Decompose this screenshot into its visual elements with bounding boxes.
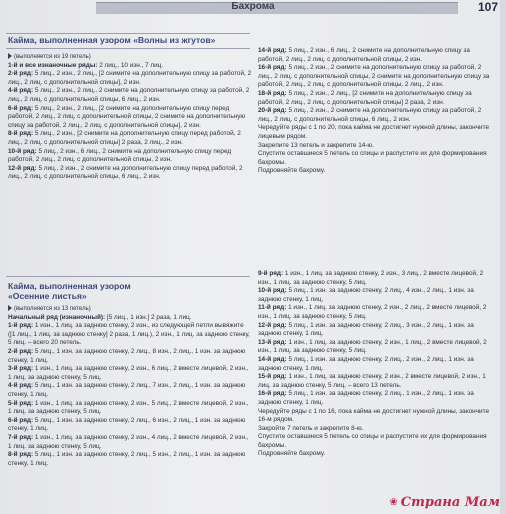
row-text: 5 лиц., 2 изн., 2 лиц., [2 снимите на дополнительную спицу за работой, 2 лиц., 2 лиц. с дополнительной спицы], 2 изн. (8, 70, 252, 86)
row-instruction (8, 322, 252, 348)
row-text: Спустите оставшиеся 5 петель со спицы и распустите их для формирования бахромы. (258, 433, 487, 449)
row-instruction (8, 348, 252, 365)
row-text: Подровняйте бахрому. (258, 167, 326, 175)
row-text: 1 изн., 1 лиц. за заднюю стенку, 2 изн., 2 лиц., 2 вместе лицевой, 2 изн., 1 лиц. за заднюю стенку, 5 лиц. (258, 304, 487, 320)
row-instruction (258, 90, 494, 107)
row-instruction (8, 434, 252, 451)
row-label: Начальный ряд (изнаночный): (8, 313, 106, 321)
row-text: 1 изн., 1 лиц. за заднюю стенку, 2 изн., 6 лиц., 2 вместе лицевой, 2 изн., 1 лиц. за заднюю стенку, 5 лиц. (8, 365, 249, 381)
row-text: Спустите оставшиеся 5 петель со спицы и распустите их для формирования бахромы. (258, 150, 487, 166)
row-instruction (8, 365, 252, 382)
section-rule-top (6, 33, 250, 34)
row-label: 12-й ряд: (8, 164, 37, 172)
row-instruction (258, 287, 494, 304)
row-label: 2-й ряд: (8, 347, 34, 355)
row-label: 14-й ряд: (258, 355, 287, 363)
row-label: 4-й ряд: (8, 382, 34, 390)
instruction-paragraph (258, 150, 494, 167)
triangle-marker-icon (8, 305, 12, 311)
row-label: 1-й и все изнаночные ряды: (8, 61, 98, 69)
row-instruction (8, 70, 252, 87)
row-text: 1 изн., 1 лиц. за заднюю стенку, 2 изн., 5 лиц., 2 вместе лицевой, 2 изн., 1 лиц. за заднюю стенку, 5 лиц. (8, 399, 249, 416)
row-text: 1 изн., 1 лиц. за заднюю стенку, 2 изн., из следующей петли вывяжите ([1 лиц., 1 лиц. за заднюю стенку] 2 раза, 1 лиц.), 2 изн., 1 лиц. за заднюю стенку, 5 лиц. – всего 20 петель. (8, 322, 250, 347)
row-label: 13-й ряд: (258, 338, 287, 346)
row-text: Закройте 7 петель и закрепите 8-ю. (258, 424, 364, 432)
row-instruction (8, 130, 252, 147)
row-text: 5 лиц., 2 изн., 2 лиц., [2 снимите на дополнительную спицу за работой, 2 лиц., 2 лиц. с дополнительной спицы] 2 раза, 2 изн. (258, 89, 472, 106)
chapter-title: Бахрома (231, 1, 275, 12)
watermark-logo (389, 495, 500, 510)
row-instruction (258, 356, 494, 373)
row-text: 1 изн., 1 лиц. за заднюю стенку, 2 изн., 4 лиц., 2 вместе лицевой, 2 изн., 1 лиц. за заднюю стенку, 5 лиц. (8, 433, 249, 450)
row-instruction (258, 304, 494, 321)
row-text: 5 лиц., 1 изн. за заднюю стенку, 2 лиц., 4 изн., 2 лиц., 1 изн. за заднюю стенку, 1 лиц. (258, 287, 474, 303)
row-label: 6-й ряд: (8, 416, 34, 424)
row-text: 1 изн., 1 лиц. за заднюю стенку, 2 изн., 2 вместе лицевой, 2 изн., 1 лиц. за заднюю стенку, 5 лиц. – всего 13 петель. (258, 373, 486, 389)
row-text: (выполняется из 13 петель) (14, 306, 91, 312)
row-label: 4-й ряд: (8, 87, 34, 95)
section2-title-line2: «Осенние листья» (8, 291, 87, 301)
row-label: 10-й ряд: (258, 287, 287, 295)
section1-title: Кайма, выполненная узором «Волны из жгутов» (8, 35, 216, 45)
section2-title-line1: Кайма, выполненная узором (8, 281, 131, 291)
section2-right-column (258, 270, 494, 459)
section1-right-column (258, 47, 494, 176)
row-label: 9-й ряд: (258, 270, 284, 277)
row-text: 5 лиц., 2 изн., [2 снимите на дополнительную спицу перед работой, 2 лиц., 2 лиц. с дополнительной спицы] 2 раза, 2 лиц., 2 изн. (8, 130, 241, 146)
row-text: 5 лиц., 1 изн. за заднюю стенку, 2 лиц., 5 изн., 2 лиц., 1 изн. за заднюю стенку, 1 лиц. (8, 451, 246, 467)
page-header (0, 0, 506, 16)
row-text: 5 лиц., 2 изн., 2 снимите на дополнительную спицу за работой, 2 лиц., 2 лиц. с дополнительной спицы, 2 снимите на дополнительную спицу за работой, 2 лиц., 2 лиц. с дополнительной спицы, 2 лиц., 2 изн. (258, 64, 490, 89)
row-text: 5 лиц., 2 изн., 6 лиц., 2 снимите на дополнительную спицу перед работой, 2 лиц., 2 лиц. с дополнительной спицы, 2 изн. (8, 147, 232, 164)
row-label: 8-й ряд: (8, 130, 34, 138)
flower-icon: ❀ (389, 497, 398, 508)
triangle-marker-icon (8, 53, 12, 59)
row-text: 2 лиц., 10 изн., 7 лиц. (97, 61, 164, 69)
row-text: 1 изн., 1 лиц. за заднюю стенку, 2 изн., 3 лиц., 2 вместе лицевой, 2 изн., 1 лиц. за заднюю стенку, 5 лиц. (258, 270, 484, 286)
instruction-paragraph (258, 408, 494, 425)
row-label: 1-й ряд: (8, 322, 34, 330)
row-text: 5 лиц., 2 изн., 2 снимите на дополнительную спицу за работой, 2 лиц., 2 лиц. с дополнительной спицы, 6 лиц., 2 изн. (258, 107, 482, 123)
row-label: 3-й ряд: (8, 365, 34, 373)
watermark-text: Страна Мам (400, 495, 500, 510)
row-instruction (8, 417, 252, 434)
row-text: Чередуйте ряды с 1 по 16, пока кайма не достигнет нужной длины, закончите 16-м рядом. (258, 407, 489, 424)
stitch-count-note (8, 305, 252, 314)
row-text: Чередуйте ряды с 1 по 20, пока кайма не достигнет нужной длины, закончите лицевым рядом. (258, 124, 489, 140)
page-number: 107 (477, 0, 498, 14)
instruction-paragraph (258, 167, 494, 176)
row-text: Подровняйте бахрому. (258, 450, 326, 458)
row-text: 5 лиц., 2 изн., 2 лиц., [2 снимите на дополнительную спицу перед работой, 2 лиц., 2 лиц. с дополнительной спицы, 2 снимите на дополнительную спицу за работой, 2 лиц., 2 лиц. с дополнительной спицы], 2 изн. (8, 104, 246, 129)
row-text: 5 лиц., 1 изн. за заднюю стенку, 2 лиц., 6 изн., 2 лиц., 1 изн. за заднюю стенку, 1 лиц. (8, 416, 246, 433)
row-text: 5 лиц., 1 изн. за заднюю стенку, 2 лиц., 7 изн., 2 лиц., 1 изн. за заднюю стенку, 1 лиц. (8, 382, 246, 398)
page-gutter (500, 0, 506, 514)
row-instruction (8, 87, 252, 104)
row-label: 2-й ряд: (8, 70, 34, 78)
row-instruction (258, 107, 494, 124)
row-text: 5 лиц., 2 изн., 2 снимите на дополнительную спицу перед работой, 2 лиц., 2 лиц. с дополнительной спицы, 6 лиц., 2 изн. (8, 164, 243, 181)
row-label: 14-й ряд: (258, 47, 287, 54)
instruction-paragraph (258, 433, 494, 450)
row-text: 5 лиц., 1 изн. за заднюю стенку, 2 лиц., 3 изн., 2 лиц., 1 изн. за заднюю стенку, 1 лиц. (258, 321, 474, 338)
stitch-count-note (8, 53, 252, 62)
row-label: 8-й ряд: (8, 451, 34, 459)
row-instruction (8, 62, 252, 71)
row-text: 5 лиц., 2 изн., 6 лиц., 2 снимите на дополнительную спицу за работой, 2 лиц., 2 лиц. с дополнительной спицы, 2 изн. (258, 47, 470, 63)
row-label: 5-й ряд: (8, 399, 34, 407)
row-instruction (258, 339, 494, 356)
instruction-paragraph (258, 450, 494, 459)
section-rule-bottom (6, 48, 250, 49)
row-text: Закрепите 13 петель и закрепите 14-ю. (258, 141, 375, 149)
row-text: (выполняется из 19 петель) (14, 54, 91, 60)
row-text: 5 лиц., 1 изн. за заднюю стенку, 2 лиц., 8 изн., 2 лиц., 1 изн. за заднюю стенку, 1 лиц. (8, 347, 246, 364)
row-label: 11-й ряд: (258, 304, 287, 312)
section1-left-column (8, 53, 252, 182)
section2-left-column (8, 305, 252, 468)
row-label: 18-й ряд: (258, 89, 287, 97)
row-instruction (258, 322, 494, 339)
row-label: 16-й ряд: (258, 390, 287, 398)
row-instruction (8, 451, 252, 468)
row-instruction (258, 64, 494, 90)
row-label: 6-й ряд: (8, 104, 34, 112)
row-text: 1 изн., 1 лиц. за заднюю стенку, 2 изн., 1 лиц., 2 вместе лицевой, 2 изн., 1 лиц. за заднюю стенку, 5 лиц. (258, 338, 487, 355)
row-instruction (258, 390, 494, 407)
instruction-paragraph (258, 142, 494, 151)
row-instruction (8, 400, 252, 417)
row-instruction (258, 373, 494, 390)
row-instruction (8, 314, 252, 323)
row-instruction (8, 382, 252, 399)
row-label: 10-й ряд: (8, 147, 37, 155)
row-label: 20-й ряд: (258, 107, 287, 115)
row-label: 16-й ряд: (258, 64, 287, 72)
row-text: 5 лиц., 1 изн. за заднюю стенку, 2 лиц., 1 изн., 2 лиц., 1 изн. за заднюю стенку, 1 лиц. (258, 390, 474, 406)
row-instruction (258, 47, 494, 64)
row-instruction (8, 165, 252, 182)
row-instruction (8, 148, 252, 165)
instruction-paragraph (258, 425, 494, 434)
row-label: 15-й ряд: (258, 373, 287, 381)
row-text: 5 лиц., 1 изн. за заднюю стенку, 2 лиц., 2 изн., 2 лиц., 1 изн. за заднюю стенку, 1 лиц. (258, 355, 474, 372)
row-instruction (8, 105, 252, 131)
section2-rule (6, 276, 250, 277)
row-label: 7-й ряд: (8, 433, 34, 441)
row-text: 5 лиц., 2 изн., 2 лиц., 2 снимите на дополнительную спицу за работой, 2 лиц., 2 лиц. с дополнительной спицы, 6 лиц., 2 изн. (8, 87, 250, 103)
row-instruction (258, 270, 494, 287)
instruction-paragraph (258, 124, 494, 141)
row-text: [5 лиц., 1 изн.] 2 раза, 1 лиц. (105, 313, 192, 321)
row-label: 12-й ряд: (258, 321, 287, 329)
